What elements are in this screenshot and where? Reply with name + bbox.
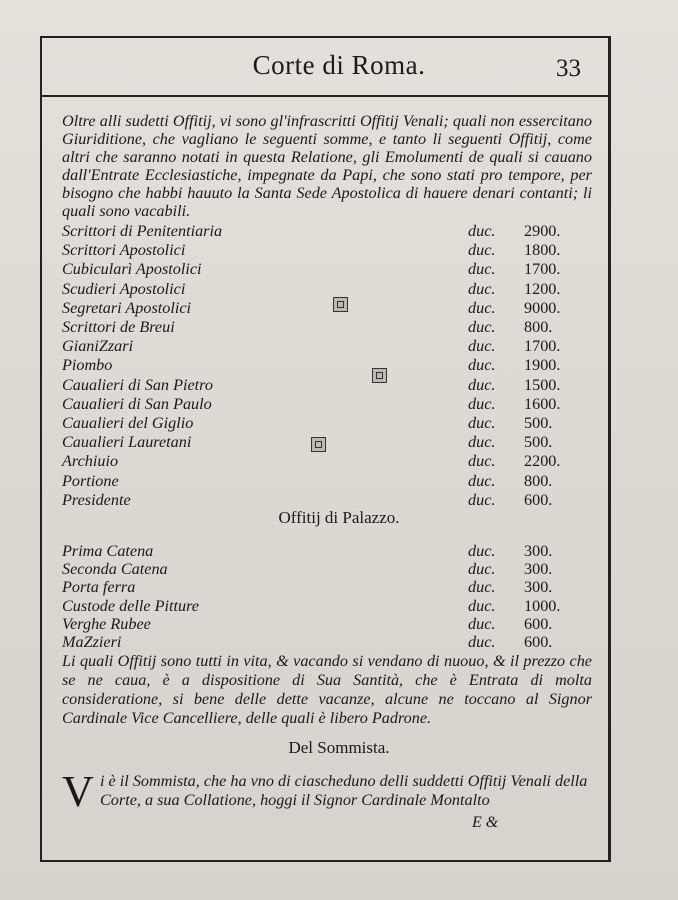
office-value: 1000.: [524, 596, 561, 615]
printer-ornament: [333, 297, 348, 312]
currency-unit: duc.: [468, 578, 496, 597]
office-name: Piombo: [62, 356, 113, 375]
table-row: [62, 241, 602, 259]
currency-unit: duc.: [468, 279, 496, 298]
header-rule: [40, 95, 608, 97]
office-value: 300.: [524, 560, 553, 579]
office-value: 1700.: [524, 337, 561, 356]
table-row: [62, 452, 602, 470]
currency-unit: duc.: [468, 596, 496, 615]
table-row: [62, 414, 602, 432]
currency-unit: duc.: [468, 394, 496, 413]
page-number: 33: [556, 55, 581, 82]
office-value: 1800.: [524, 241, 561, 260]
office-name: Scrittori Apostolici: [62, 241, 186, 260]
office-value: 800.: [524, 318, 553, 336]
table-row: [62, 597, 602, 615]
printer-ornament: [372, 368, 387, 383]
office-value: 1600.: [524, 394, 561, 413]
office-value: 500.: [524, 433, 553, 452]
table-row: [62, 356, 602, 374]
currency-unit: duc.: [468, 241, 496, 260]
office-value: 600.: [524, 490, 553, 509]
office-name: Portione: [62, 471, 119, 490]
office-value: 1700.: [524, 260, 561, 279]
table-row: [62, 337, 602, 355]
office-name: Segretari Apostolici: [62, 298, 192, 317]
drop-cap: V: [62, 767, 94, 816]
office-value: 1200.: [524, 279, 561, 298]
table-row: [62, 376, 602, 394]
office-name: Verghe Rubee: [62, 614, 151, 633]
office-value: 2900.: [524, 222, 561, 240]
sommista-paragraph: i è il Sommista, che ha vno di ciascheduno delli suddetti Offitij Venali della Corte, a sua Collatione, hoggi il Signor Cardinale Montalto: [100, 772, 588, 809]
office-name: Seconda Catena: [62, 560, 168, 579]
office-value: 9000.: [524, 298, 561, 317]
table-row: [62, 260, 602, 278]
table-row: [62, 491, 602, 509]
table-row: [62, 615, 602, 633]
office-value: 800.: [524, 471, 553, 490]
currency-unit: duc.: [468, 222, 496, 240]
table-row: [62, 222, 602, 240]
currency-unit: duc.: [468, 433, 496, 452]
office-name: Custode delle Pitture: [62, 596, 199, 615]
table-row: [62, 472, 602, 490]
office-name: Caualieri del Giglio: [62, 414, 194, 432]
table-row: [62, 318, 602, 336]
currency-unit: duc.: [468, 260, 496, 279]
office-name: Cubicularì Apostolici: [62, 260, 202, 279]
table-row: [62, 280, 602, 298]
office-name: Porta ferra: [62, 578, 136, 597]
table-row: [62, 433, 602, 451]
currency-unit: duc.: [468, 318, 496, 336]
office-value: 1900.: [524, 356, 561, 375]
table-row: [62, 578, 602, 596]
currency-unit: duc.: [468, 375, 496, 394]
currency-unit: duc.: [468, 414, 496, 432]
office-name: Caualieri di San Pietro: [62, 375, 213, 394]
table-row: [62, 542, 602, 560]
currency-unit: duc.: [468, 298, 496, 317]
office-name: Scudieri Apostolici: [62, 279, 186, 298]
office-name: GianiZzari: [62, 337, 134, 356]
office-value: 2200.: [524, 452, 561, 471]
office-name: Scrittori de Breui: [62, 318, 175, 336]
office-name: MaZzieri: [62, 633, 122, 651]
office-name: Caualieri di San Paulo: [62, 394, 212, 413]
office-value: 600.: [524, 614, 553, 633]
palace-offices-heading: Offitij di Palazzo.: [278, 508, 400, 527]
printer-ornament: [311, 437, 326, 452]
office-name: Archiuio: [62, 452, 119, 471]
table-row: [62, 395, 602, 413]
currency-unit: duc.: [468, 633, 496, 651]
currency-unit: duc.: [468, 452, 496, 471]
currency-unit: duc.: [468, 337, 496, 356]
currency-unit: duc.: [468, 560, 496, 579]
office-name: Caualieri Lauretani: [62, 433, 192, 452]
table-row: [62, 299, 602, 317]
currency-unit: duc.: [468, 471, 496, 490]
catchword: E &: [472, 814, 499, 831]
office-name: Prima Catena: [62, 542, 154, 560]
running-head: Corte di Roma.: [252, 50, 426, 80]
table-row: [62, 633, 602, 651]
office-name: Scrittori di Penitentiaria: [62, 222, 223, 240]
office-value: 500.: [524, 414, 553, 432]
office-value: 300.: [524, 542, 553, 560]
office-name: Presidente: [62, 490, 131, 509]
office-value: 300.: [524, 578, 553, 597]
table-row: [62, 560, 602, 578]
closing-paragraph: Li quali Offitij sono tutti in vita, & vacando si vendano di nuouo, & il prezzo che se ne caua, è a dispositione di Sua Santità, che è Entrata di molta consideratione, si bene delle dette vacanze, alcune ne toccano al Signor Cardinale Vice Cancelliere, delle quali è libero Padrone.: [62, 652, 592, 727]
office-value: 600.: [524, 633, 553, 651]
currency-unit: duc.: [468, 542, 496, 560]
office-value: 1500.: [524, 375, 561, 394]
currency-unit: duc.: [468, 356, 496, 375]
currency-unit: duc.: [468, 490, 496, 509]
sommista-heading: Del Sommista.: [288, 738, 390, 757]
intro-paragraph: Oltre alli sudetti Offitij, vi sono gl'infrascritti Offitij Venali; quali non essercitano Giuriditione, che vagliano le seguenti somme, e tanto li seguenti Offitij, come altri che saranno notati in questa Relatione, gli Emolumenti de quali si cauano dall'Entrate Ecclesiastiche, impegnate da Papi, che sono stati pro tempore, per bisogno che habbi hauuto la Santa Sede Apostolica di hauere denari contanti; li quali sono vacabili.: [62, 112, 592, 220]
currency-unit: duc.: [468, 614, 496, 633]
